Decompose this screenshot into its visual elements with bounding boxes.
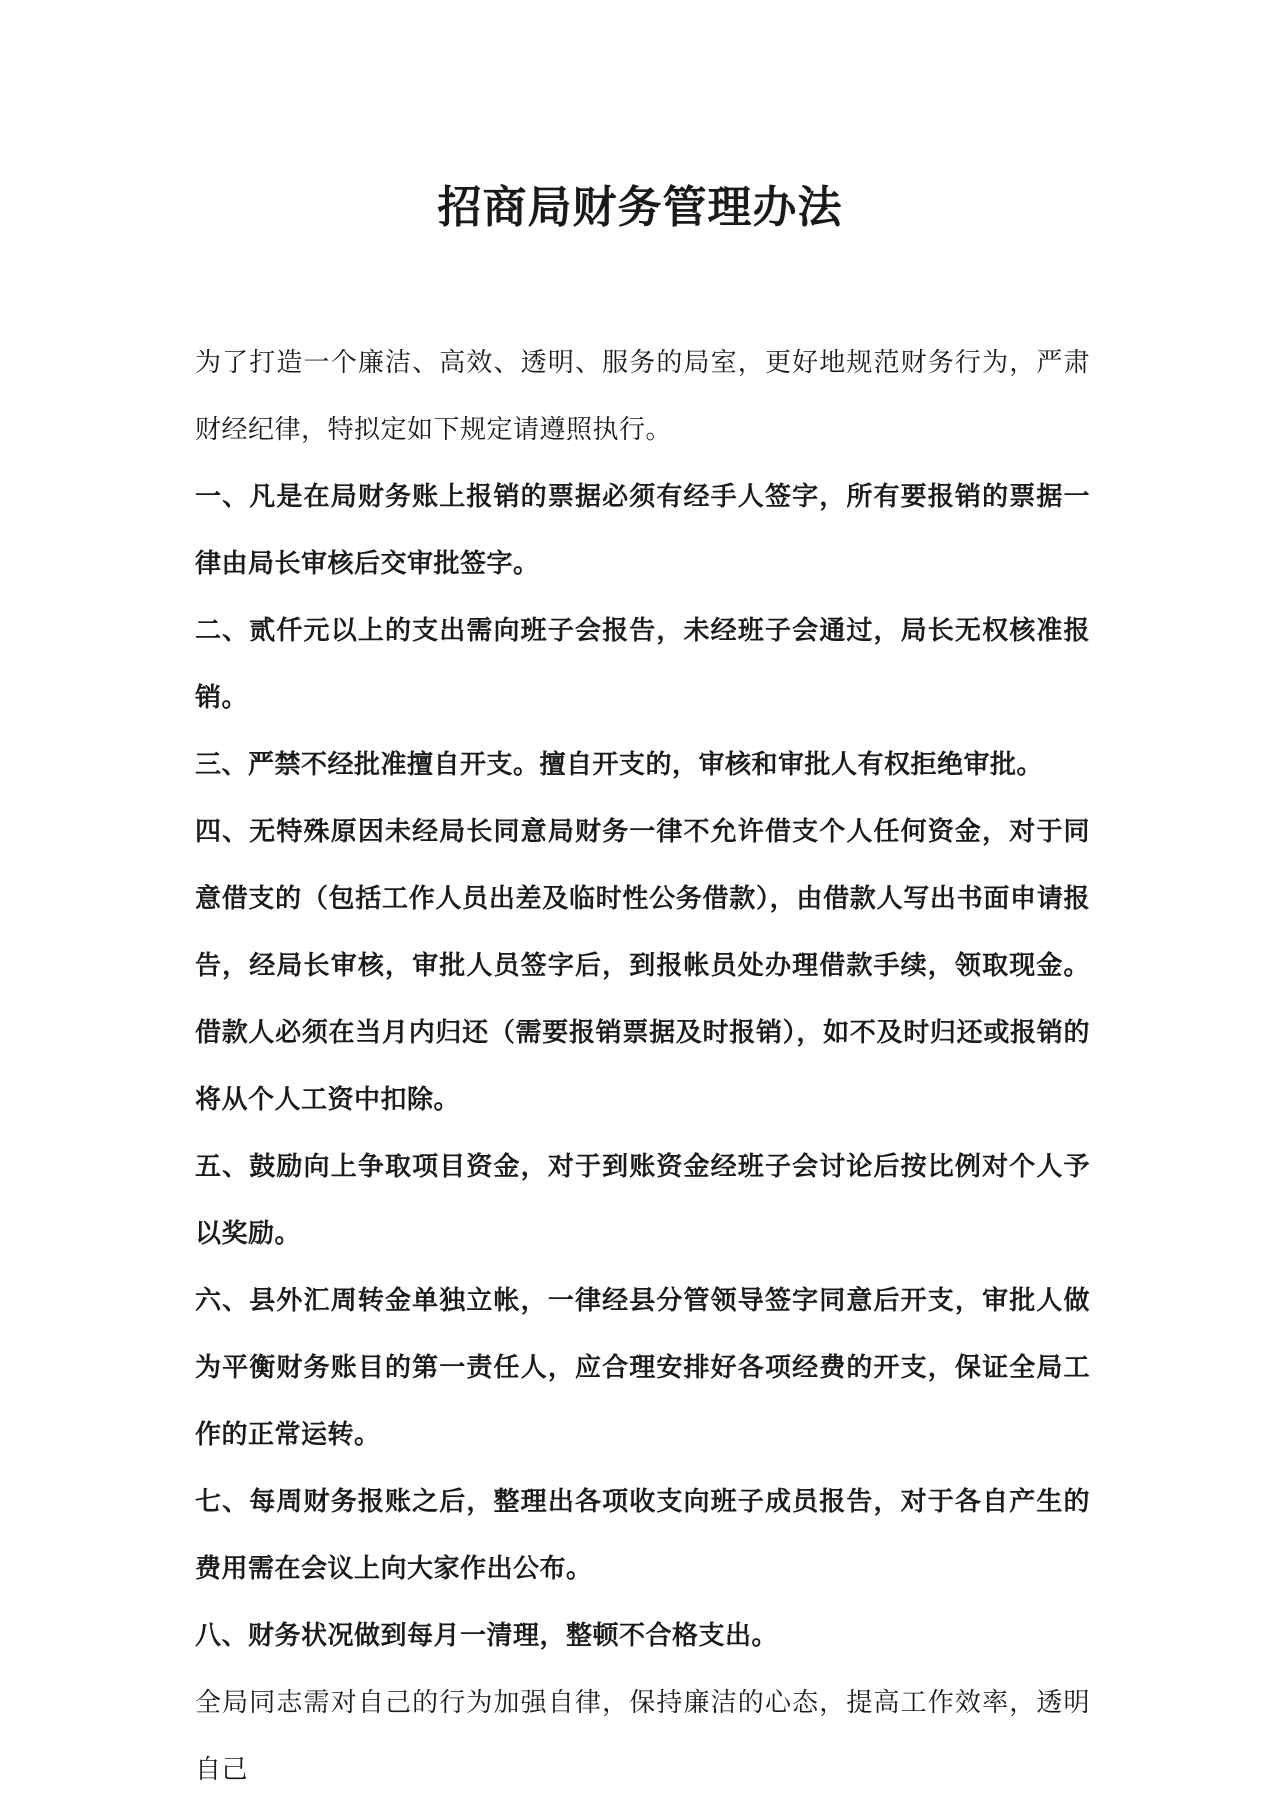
document-body [195, 330, 1090, 1804]
paragraph-item-5: 五、鼓励向上争取项目资金，对于到账资金经班子会讨论后按比例对个人予以奖励。 [195, 1152, 1090, 1249]
paragraph-item-3: 三、严禁不经批准擅自开支。擅自开支的，审核和审批人有权拒绝审批。 [195, 750, 1044, 780]
paragraph-item-7: 七、每周财务报账之后，整理出各项收支向班子成员报告，对于各自产生的费用需在会议上向大家作出公布。 [195, 1487, 1090, 1584]
paragraph-item-1: 一、凡是在局财务账上报销的票据必须有经手人签字，所有要报销的票据一律由局长审核后交审批签字。 [195, 482, 1090, 579]
paragraph-item-8: 八、财务状况做到每月一清理，整顿不合格支出。 [195, 1621, 779, 1651]
document-title: 招商局财务管理办法 [437, 182, 843, 233]
paragraph-item-6: 六、县外汇周转金单独立帐，一律经县分管领导签字同意后开支，审批人做为平衡财务账目的第一责任人，应合理安排好各项经费的开支，保证全局工作的正常运转。 [195, 1286, 1090, 1450]
paragraph-item-2: 二、贰仟元以上的支出需向班子会报告，未经班子会通过，局长无权核准报销。 [195, 616, 1090, 713]
paragraph-intro: 为了打造一个廉洁、高效、透明、服务的局室，更好地规范财务行为，严肃财经纪律，特拟定如下规定请遵照执行。 [195, 348, 1090, 445]
paragraph-closing: 全局同志需对自己的行为加强自律，保持廉洁的心态，提高工作效率，透明自己 [195, 1688, 1090, 1785]
paragraph-item-4: 四、无特殊原因未经局长同意局财务一律不允许借支个人任何资金，对于同意借支的（包括工作人员出差及临时性公务借款），由借款人写出书面申请报告，经局长审核，审批人员签字后，到报帐员处办理借款手续，领取现金。借款人必须在当月内归还（需要报销票据及时报销），如不及时归还或报销的将从个人工资中扣除。 [195, 817, 1090, 1115]
